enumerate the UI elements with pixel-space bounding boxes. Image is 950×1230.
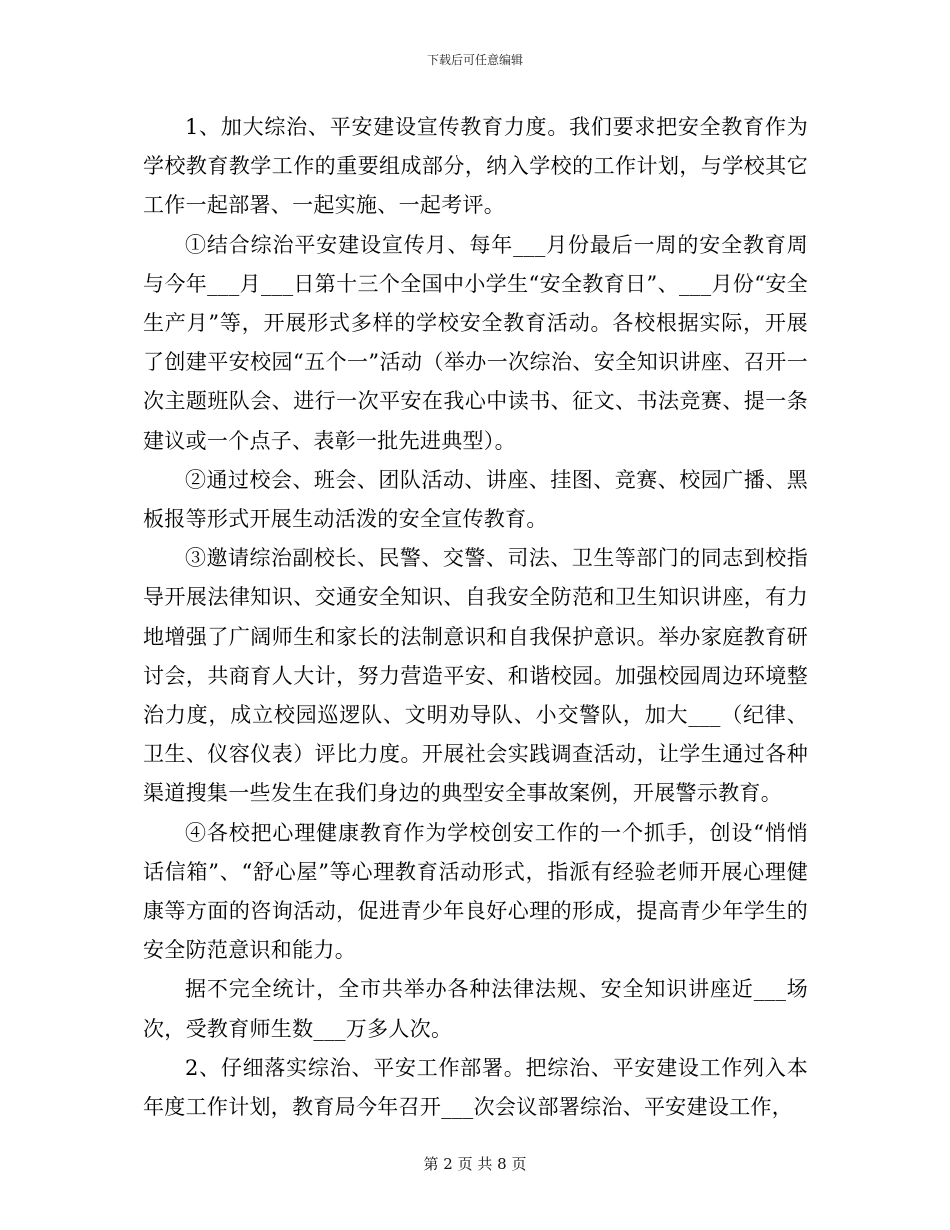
paragraph-statistics: 据不完全统计，全市共举办各种法律法规、安全知识讲座近___场次，受教育师生数___万多人次。 [143, 977, 808, 1041]
paragraph-item-1: ①结合综治平安建设宣传月、每年___月份最后一周的安全教育周与今年___月___日第十三个全国中小学生“安全教育日”、___月份“安全生产月”等，开展形式多样的学校安全教育活动。各校根据实际，开展了创建平安校园“五个一”活动（举办一次综治、安全知识讲座、召开一次主题班队会、进行一次平安在我心中读书、征文、书法竞赛、提一条建议或一个点子、表彰一批先进典型）。 [143, 232, 808, 453]
paragraph-section-1: 1、加大综治、平安建设宣传教育力度。我们要求把安全教育作为学校教育教学工作的重要组成部分，纳入学校的工作计划，与学校其它工作一起部署、一起实施、一起考评。 [143, 115, 808, 218]
paragraph-item-2: ②通过校会、班会、团队活动、讲座、挂图、竞赛、校园广播、黑板报等形式开展生动活泼的安全宣传教育。 [143, 467, 808, 532]
paragraph-item-3: ③邀请综治副校长、民警、交警、司法、卫生等部门的同志到校指导开展法律知识、交通安全知识、自我安全防范和卫生知识讲座，有力地增强了广阔师生和家长的法制意识和自我保护意识。举办家庭教育研讨会，共商育人大计，努力营造平安、和谐校园。加强校园周边环境整治力度，成立校园巡逻队、文明劝导队、小交警队，加大___（纪律、卫生、仪容仪表）评比力度。开展社会实践调查活动，让学生通过各种渠道搜集一些发生在我们身边的典型安全事故案例，开展警示教育。 [143, 546, 808, 806]
page-header: 下载后可任意编辑 [426, 53, 523, 67]
paragraph-item-4: ④各校把心理健康教育作为学校创安工作的一个抓手，创设“悄悄话信箱”、“舒心屋”等心理教育活动形式，指派有经验老师开展心理健康等方面的咨询活动，促进青少年良好心理的形成，提高青少年学生的安全防范意识和能力。 [143, 820, 808, 963]
paragraph-section-2: 2、仔细落实综治、平安工作部署。把综治、平安建设工作列入本年度工作计划，教育局今年召开___次会议部署综治、平安建设工作， [143, 1055, 808, 1120]
document-body [143, 108, 808, 1127]
page-number: 第 2 页 共 8 页 [423, 1155, 527, 1173]
